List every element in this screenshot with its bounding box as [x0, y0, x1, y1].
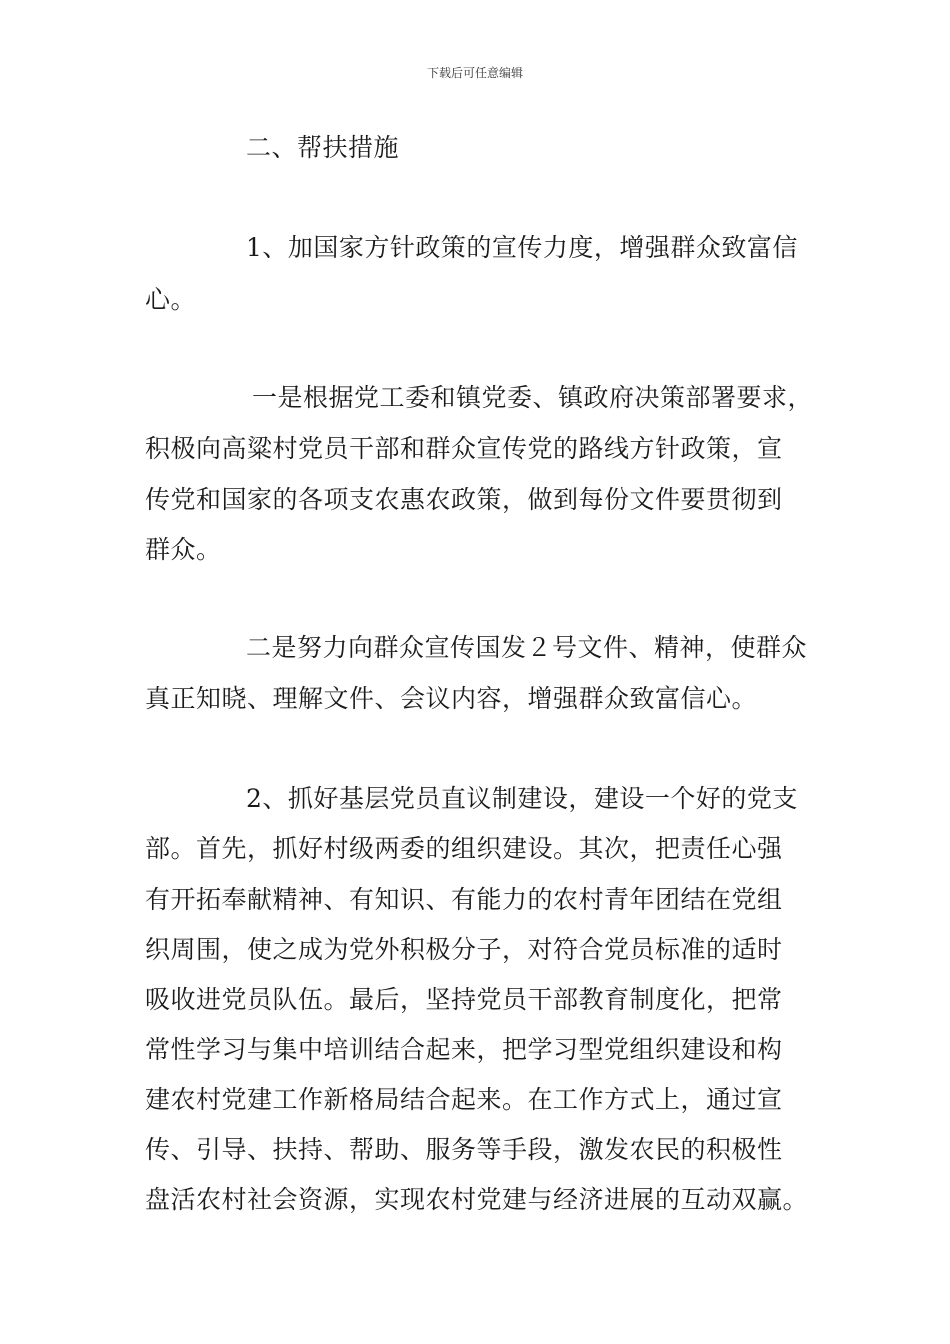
paragraph-line: 常性学习与集中培训结合起来，把学习型党组织建设和构	[145, 1035, 783, 1064]
paragraph-line: 二是努力向群众宣传国发２号文件、精神，使群众	[246, 633, 808, 662]
paragraph-line: 真正知晓、理解文件、会议内容，增强群众致富信心。	[145, 684, 758, 713]
paragraph-line: 传党和国家的各项支农惠农政策，做到每份文件要贯彻到	[145, 485, 783, 514]
paragraph-line: 部。首先，抓好村级两委的组织建设。其次，把责任心强	[145, 834, 783, 863]
paragraph-line: 1、加国家方针政策的宣传力度，增强群众致富信	[246, 233, 798, 262]
paragraph-line: 2、抓好基层党员直议制建设，建设一个好的党支	[246, 784, 798, 813]
paragraph-line: 建农村党建工作新格局结合起来。在工作方式上，通过宣	[145, 1085, 783, 1114]
paragraph-line: 传、引导、扶持、帮助、服务等手段，激发农民的积极性	[145, 1135, 783, 1164]
paragraph-line: 有开拓奉献精神、有知识、有能力的农村青年团结在党组	[145, 885, 783, 914]
page-header: 下载后可任意编辑	[426, 66, 523, 80]
section-heading: 二、帮扶措施	[246, 133, 400, 162]
paragraph-line: 群众。	[145, 535, 222, 564]
paragraph-line: 织周围，使之成为党外积极分子，对符合党员标准的适时	[145, 935, 783, 964]
paragraph-line: 盘活农村社会资源，实现农村党建与经济进展的互动双赢。	[145, 1185, 809, 1214]
paragraph-line: 心。	[145, 285, 197, 314]
paragraph-line: 积极向高粱村党员干部和群众宣传党的路线方针政策，宣	[145, 434, 783, 463]
paragraph-line: 一是根据党工委和镇党委、镇政府决策部署要求，	[252, 383, 814, 412]
paragraph-line: 吸收进党员队伍。最后，坚持党员干部教育制度化，把常	[145, 985, 783, 1014]
